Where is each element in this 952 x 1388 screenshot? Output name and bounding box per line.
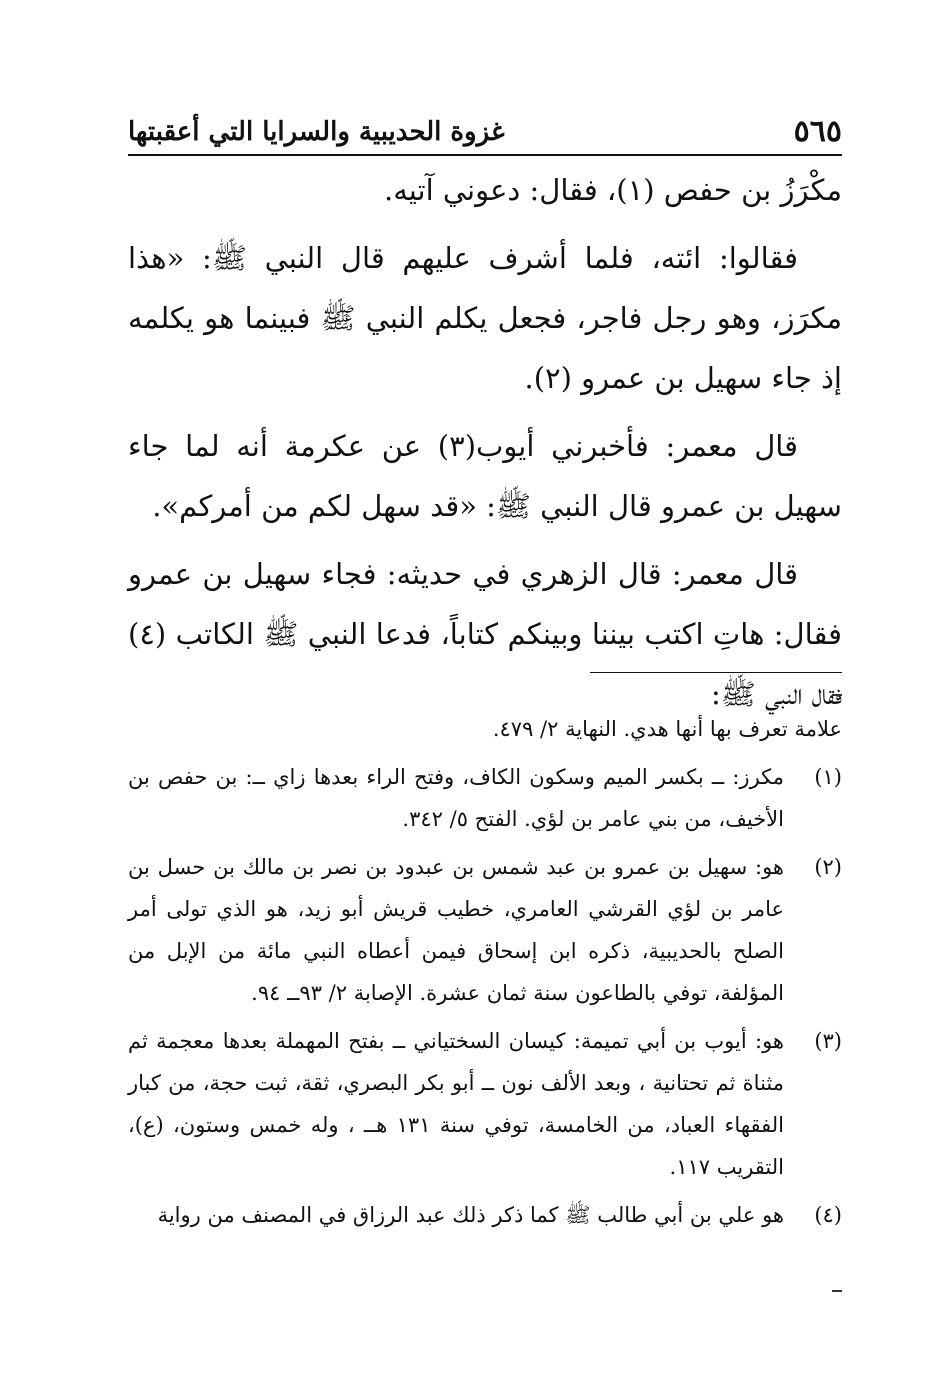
body-paragraph: فقالوا: ائته، فلما أشرف عليهم قال النبي ﷺ: «هذا مكرَز، وهو رجل فاجر، فجعل يكلم النبي ﷺ فبينما هو يكلمه إذ جاء سهيل بن عمرو (٢). xyxy=(128,241,842,395)
footnote-continuation-mark xyxy=(832,694,842,696)
header-rule xyxy=(128,154,842,156)
footnote xyxy=(128,846,842,1014)
footnote-text: هو: أيوب بن أبي تميمة: كيسان السختياني ــ بفتح المهملة بعدها معجمة ثم مثناة ثم تحتانية ، وبعد الألف نون ــ أبو بكر البصري، ثقة، ثبت حجة، من كبار الفقهاء العباد، من الخامسة، توفي سنة ١٣١ هــ ، وله خمس وستون، (ع)، التقريب ١١٧. xyxy=(128,1029,784,1179)
footnote-text: هو: سهيل بن عمرو بن عبد شمس بن عبدود بن نصر بن مالك بن حسل بن عامر بن لؤي القرشي العامري، خطيب قريش أبو زيد، هو الذي تولى أمر الصلح بالحديبية، ذكره ابن إسحاق فيمن أعطاه النبي مائة من الإبل من المؤلفة، توفي بالطاعون سنة ثمان عشرة. الإصابة ٢/ ٩٣ــ ٩٤. xyxy=(128,855,784,1005)
footnote-continues-mark xyxy=(832,1290,842,1292)
footnote xyxy=(128,1020,842,1188)
footnotes xyxy=(128,708,842,1242)
footnote xyxy=(128,756,842,840)
footnote-number: (٤) xyxy=(814,1203,842,1227)
body-paragraph: قال معمر: قال الزهري في حديثه: فجاء سهيل بن عمرو فقال: هاتِ اكتب بيننا وبينكم كتاباً، فدعا النبي ﷺ الكاتب (٤) فقال النبي ﷺ: xyxy=(128,557,842,711)
footnote-number: (٢) xyxy=(814,855,842,879)
footnote-continuation: علامة تعرف بها أنها هدي. النهاية ٢/ ٤٧٩. xyxy=(492,717,842,741)
footnote-number: (٣) xyxy=(814,1029,842,1053)
footnote-text: هو علي بن أبي طالب ﷺ كما ذكر ذلك عبد الرزاق في المصنف من رواية xyxy=(157,1203,784,1227)
main-text xyxy=(128,160,842,732)
body-paragraph: قال معمر: فأخبرني أيوب(٣) عن عكرمة أنه لما جاء سهيل بن عمرو قال النبي ﷺ: «قد سهل لكم من أمركم». xyxy=(128,429,842,523)
running-header xyxy=(128,112,842,152)
page-number: ٥٦٥ xyxy=(793,114,842,149)
footnote-separator xyxy=(590,672,842,673)
chapter-title: غزوة الحديبية والسرايا التي أعقبتها xyxy=(128,117,505,147)
footnote xyxy=(128,1194,842,1236)
body-paragraph: مكْرَزُ بن حفص (١)، فقال: دعوني آتيه. xyxy=(383,173,842,207)
footnote-number: (١) xyxy=(814,765,842,789)
footnote-text: مكرز: ــ بكسر الميم وسكون الكاف، وفتح الراء بعدها زاي ــ: بن حفص بن الأخيف، من بني عامر بن لؤي. الفتح ٥/ ٣٤٢. xyxy=(128,765,784,831)
